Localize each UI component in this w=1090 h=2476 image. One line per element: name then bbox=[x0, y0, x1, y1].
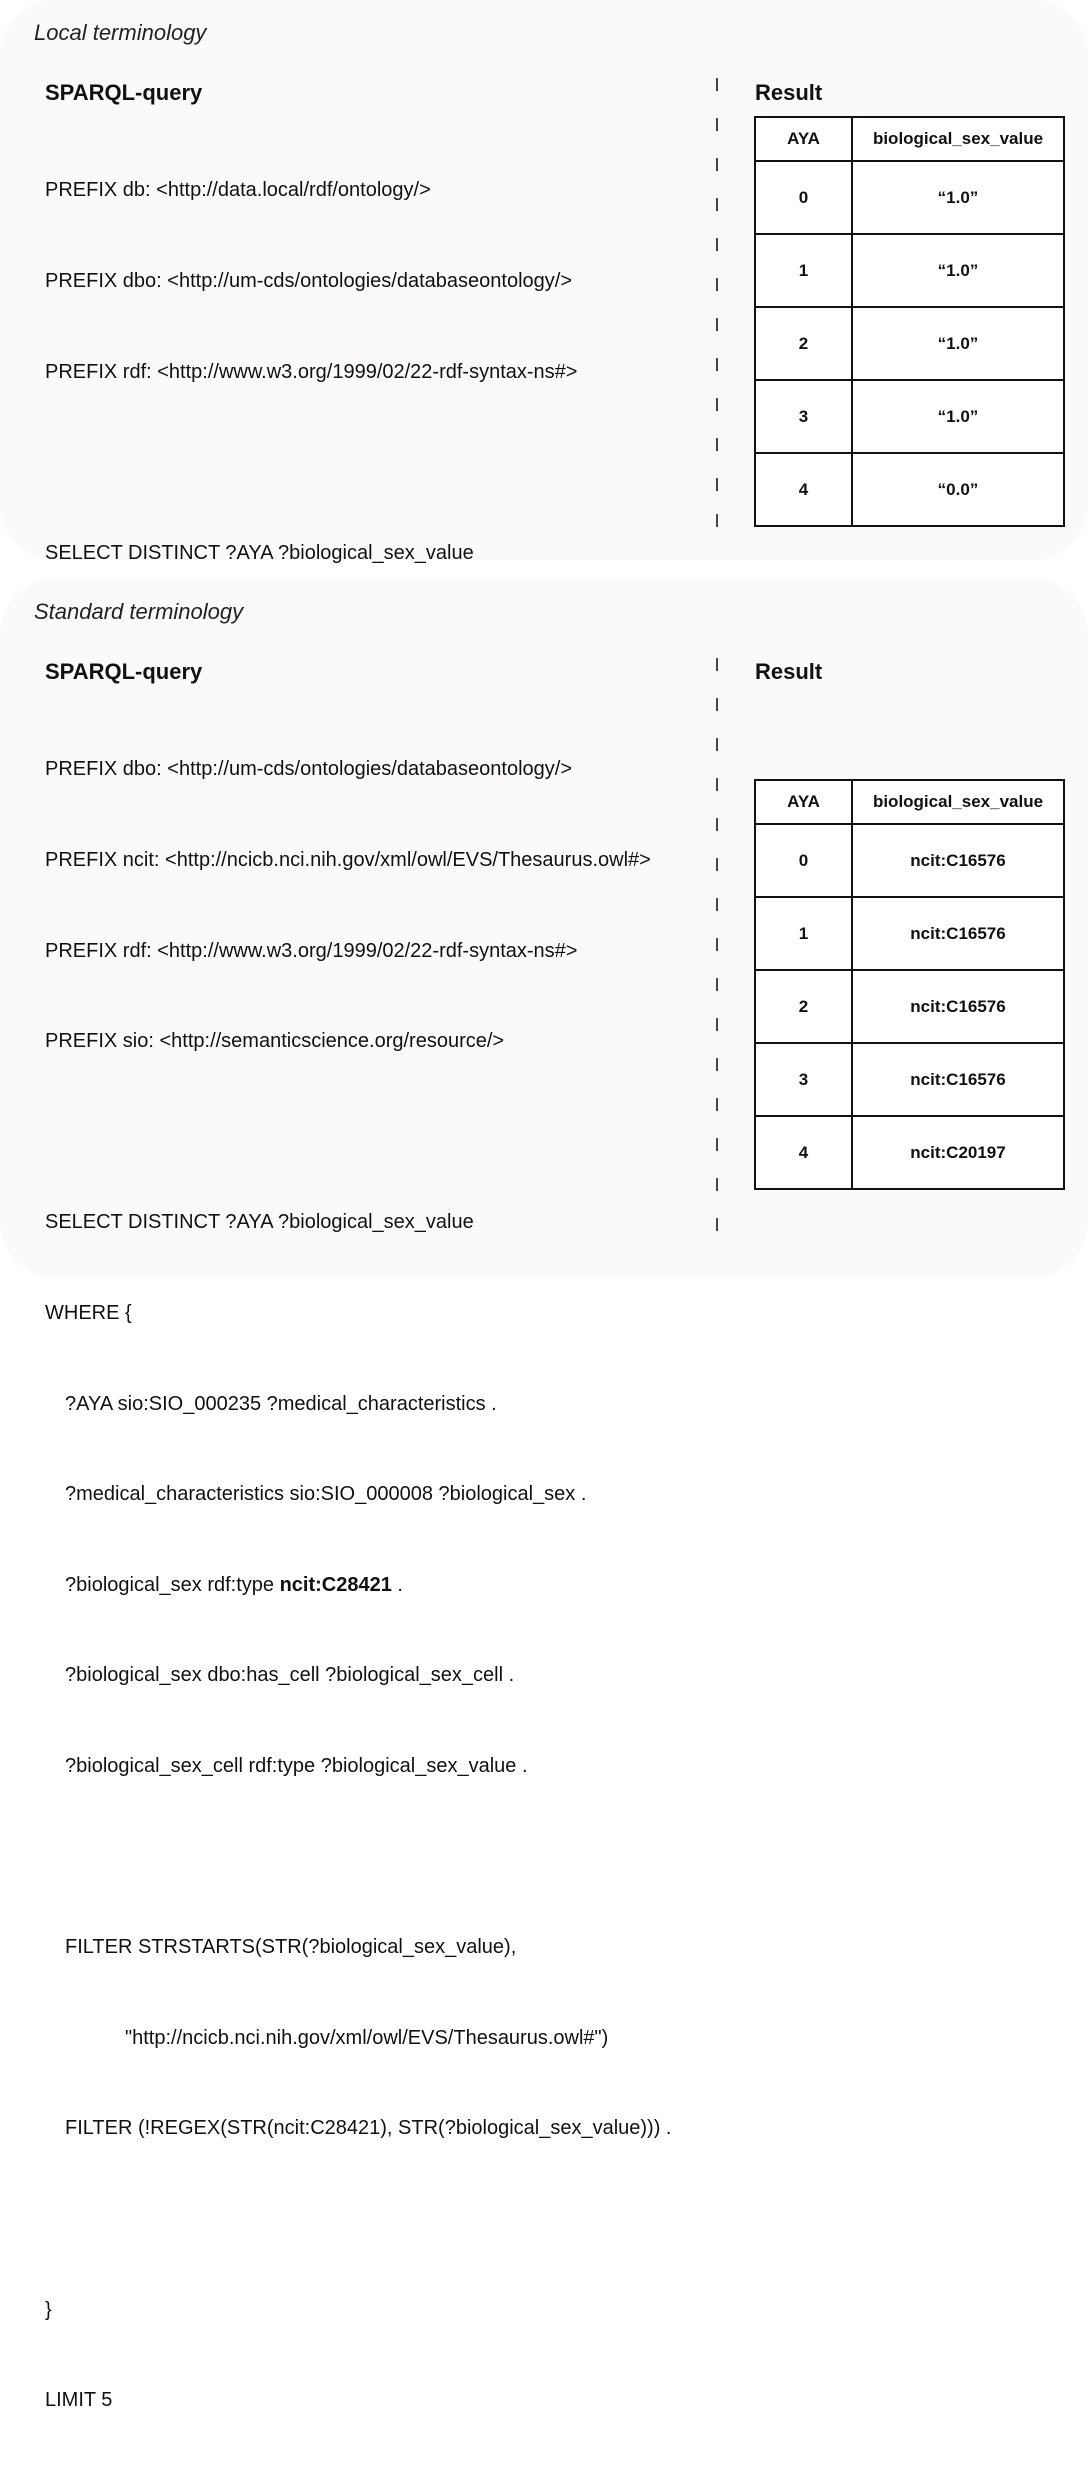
table-row bbox=[755, 380, 1064, 453]
code-line: ?medical_characteristics sio:SIO_000008 ?biological_sex . bbox=[65, 1483, 587, 1506]
table-row bbox=[755, 161, 1064, 234]
cell-value: ncit:C16576 bbox=[852, 970, 1064, 1043]
code-line: FILTER STRSTARTS(STR(?biological_sex_value), bbox=[65, 1936, 517, 1959]
cell-value: “1.0” bbox=[852, 234, 1064, 307]
sparql-query-code bbox=[45, 694, 671, 2476]
highlighted-class: ncit:C28421 bbox=[279, 1573, 392, 1596]
dashed-divider bbox=[716, 658, 718, 1258]
cell-value: “0.0” bbox=[852, 453, 1064, 526]
code-line: PREFIX sio: <http://semanticscience.org/resource/> bbox=[45, 1030, 505, 1053]
code-line: LIMIT 5 bbox=[45, 2389, 113, 2412]
cell-aya: 1 bbox=[755, 897, 852, 970]
cell-aya: 3 bbox=[755, 380, 852, 453]
cell-aya: 4 bbox=[755, 1116, 852, 1189]
cell-value: ncit:C16576 bbox=[852, 824, 1064, 897]
table-row bbox=[755, 453, 1064, 526]
result-table bbox=[754, 779, 1065, 1190]
dashed-divider bbox=[716, 78, 718, 528]
table-row bbox=[755, 1043, 1064, 1116]
table-row bbox=[755, 307, 1064, 380]
code-line: SELECT DISTINCT ?AYA ?biological_sex_value bbox=[45, 541, 474, 564]
cell-value: “1.0” bbox=[852, 380, 1064, 453]
code-line: ?AYA sio:SIO_000235 ?medical_characteristics . bbox=[65, 1392, 497, 1415]
code-line: } bbox=[45, 2298, 52, 2321]
table-row bbox=[755, 234, 1064, 307]
code-line: "http://ncicb.nci.nih.gov/xml/owl/EVS/Thesaurus.owl#") bbox=[125, 2026, 609, 2049]
code-line: SELECT DISTINCT ?AYA ?biological_sex_value bbox=[45, 1211, 474, 1234]
code-line: ?biological_sex_cell rdf:type ?biological_sex_value . bbox=[65, 1754, 528, 1777]
code-line: PREFIX ncit: <http://ncicb.nci.nih.gov/xml/owl/EVS/Thesaurus.owl#> bbox=[45, 849, 651, 871]
code-line: PREFIX rdf: <http://www.w3.org/1999/02/22-rdf-syntax-ns#> bbox=[45, 360, 578, 383]
code-line: WHERE { bbox=[45, 1301, 132, 1324]
cell-value: ncit:C16576 bbox=[852, 897, 1064, 970]
section-title: Standard terminology bbox=[34, 599, 244, 624]
standard-terminology-panel bbox=[0, 578, 1088, 2412]
column-header-aya: AYA bbox=[755, 780, 852, 824]
table-row bbox=[755, 970, 1064, 1043]
cell-aya: 2 bbox=[755, 307, 852, 380]
cell-value: “1.0” bbox=[852, 307, 1064, 380]
cell-aya: 4 bbox=[755, 453, 852, 526]
cell-aya: 2 bbox=[755, 970, 852, 1043]
cell-aya: 0 bbox=[755, 824, 852, 897]
local-terminology-panel bbox=[0, 0, 1088, 564]
table-row bbox=[755, 897, 1064, 970]
cell-value: “1.0” bbox=[852, 161, 1064, 234]
table-header-row bbox=[755, 117, 1064, 161]
code-line: ?biological_sex rdf:type ncit:C28421 . bbox=[65, 1573, 403, 1596]
cell-value: ncit:C16576 bbox=[852, 1043, 1064, 1116]
code-line: PREFIX dbo: <http://um-cds/ontologies/databaseontology/> bbox=[45, 270, 572, 292]
code-line: PREFIX rdf: <http://www.w3.org/1999/02/22-rdf-syntax-ns#> bbox=[45, 939, 578, 962]
section-title: Local terminology bbox=[34, 20, 207, 45]
code-line: FILTER (!REGEX(STR(ncit:C28421), STR(?biological_sex_value))) . bbox=[65, 2117, 672, 2140]
code-line: PREFIX dbo: <http://um-cds/ontologies/databaseontology/> bbox=[45, 758, 572, 781]
column-header-aya: AYA bbox=[755, 117, 852, 161]
code-line: ?biological_sex dbo:has_cell ?biological_sex_cell . bbox=[65, 1664, 515, 1687]
cell-aya: 3 bbox=[755, 1043, 852, 1116]
code-line: PREFIX db: <http://data.local/rdf/ontology/> bbox=[45, 179, 431, 202]
table-row bbox=[755, 824, 1064, 897]
cell-aya: 0 bbox=[755, 161, 852, 234]
cell-aya: 1 bbox=[755, 234, 852, 307]
cell-value: ncit:C20197 bbox=[852, 1116, 1064, 1189]
table-row bbox=[755, 1116, 1064, 1189]
column-header-value: biological_sex_value bbox=[852, 117, 1064, 161]
column-header-value: biological_sex_value bbox=[852, 780, 1064, 824]
table-header-row bbox=[755, 780, 1064, 824]
result-heading: Result bbox=[755, 80, 823, 105]
result-heading: Result bbox=[755, 659, 823, 684]
query-heading: SPARQL-query bbox=[45, 659, 203, 684]
query-heading: SPARQL-query bbox=[45, 80, 203, 105]
result-table bbox=[754, 116, 1065, 527]
